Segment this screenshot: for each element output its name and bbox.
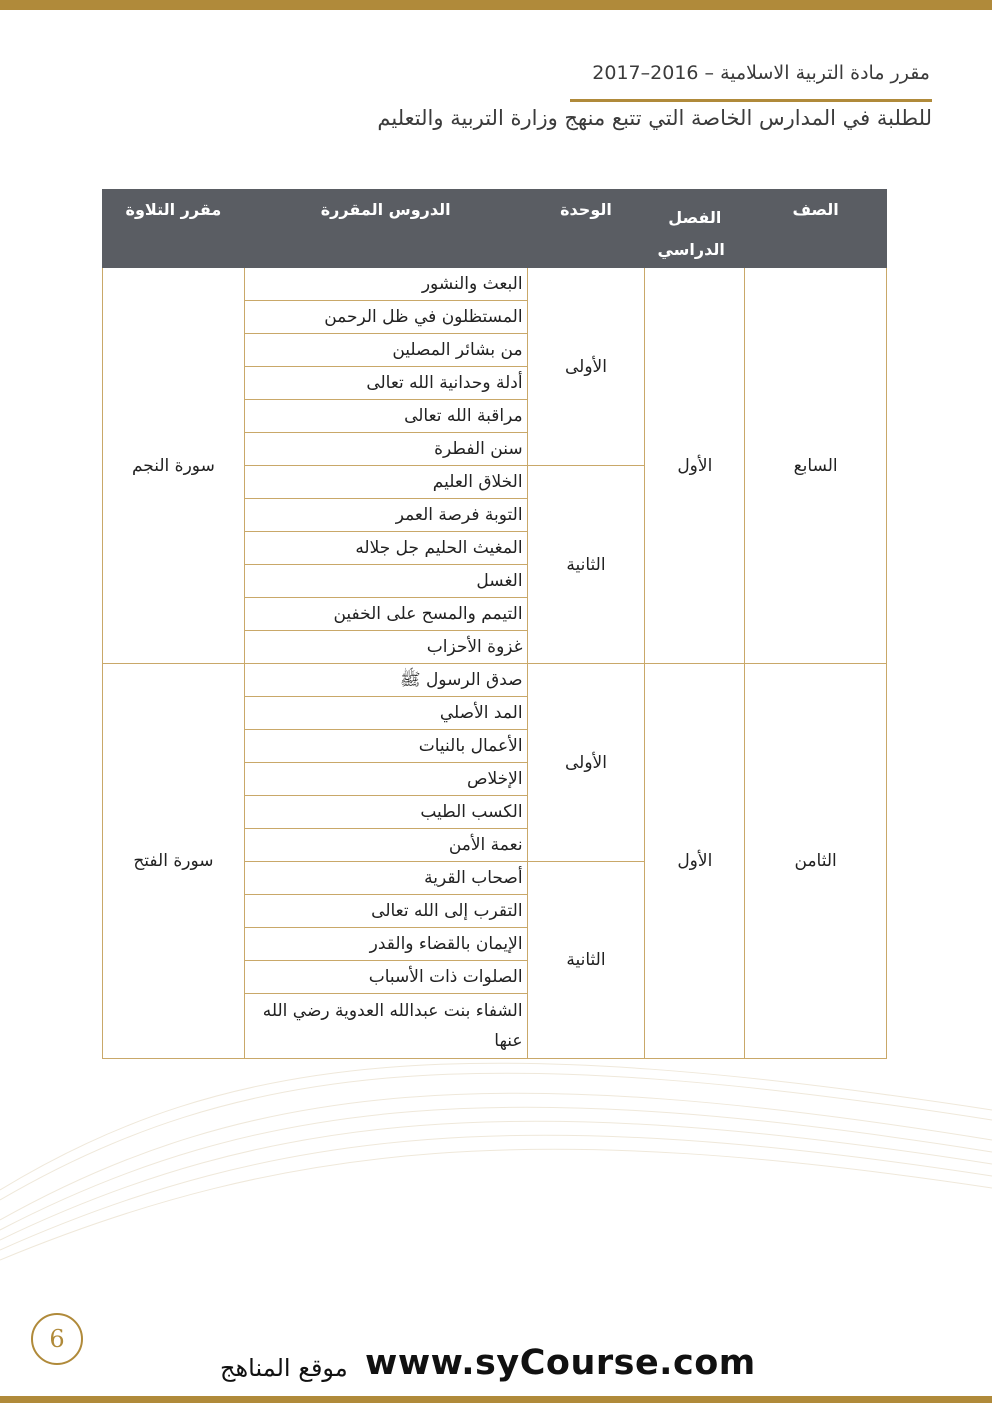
header-lessons: الدروس المقررة xyxy=(244,190,527,268)
lesson-cell: الإيمان بالقضاء والقدر xyxy=(244,928,527,961)
unit-cell: الأولى xyxy=(527,268,645,466)
unit-cell: الثانية xyxy=(527,862,645,1059)
site-url-link[interactable]: www.syCourse.com xyxy=(365,1343,756,1383)
top-border-band xyxy=(0,0,992,10)
table-row xyxy=(103,664,887,697)
lesson-cell: أصحاب القرية xyxy=(244,862,527,895)
lesson-cell: مراقبة الله تعالى xyxy=(244,400,527,433)
header-recitation: مقرر التلاوة xyxy=(103,190,245,268)
unit-cell: الثانية xyxy=(527,466,645,664)
unit-cell: الأولى xyxy=(527,664,645,862)
header-term-label: الفصل الدراسي xyxy=(657,208,725,259)
curriculum-table xyxy=(102,189,887,1059)
grade-cell: السابع xyxy=(745,268,887,664)
lesson-cell: الإخلاص xyxy=(244,763,527,796)
course-title: مقرر مادة التربية الاسلامية – 2016–2017 xyxy=(592,62,930,84)
lesson-cell: المستظلون في ظل الرحمن xyxy=(244,301,527,334)
term-cell: الأول xyxy=(645,664,745,1059)
lesson-cell: التقرب إلى الله تعالى xyxy=(244,895,527,928)
lesson-cell: البعث والنشور xyxy=(244,268,527,301)
lesson-cell: غزوة الأحزاب xyxy=(244,631,527,664)
lesson-cell: نعمة الأمن xyxy=(244,829,527,862)
bottom-border-band xyxy=(0,1396,992,1403)
recitation-cell: سورة الفتح xyxy=(103,664,245,1059)
lesson-cell: الصلوات ذات الأسباب xyxy=(244,961,527,994)
lesson-cell: صدق الرسول ﷺ xyxy=(244,664,527,697)
page-number: 6 xyxy=(31,1313,83,1365)
course-subtitle: للطلبة في المدارس الخاصة التي تتبع منهج وزارة التربية والتعليم xyxy=(377,106,932,130)
header-unit: الوحدة xyxy=(527,190,645,268)
lesson-cell: المغيث الحليم جل جلاله xyxy=(244,532,527,565)
lesson-cell: أدلة وحدانية الله تعالى xyxy=(244,367,527,400)
lesson-cell: المد الأصلي xyxy=(244,697,527,730)
lesson-cell: الخلاق العليم xyxy=(244,466,527,499)
table-row xyxy=(103,268,887,301)
header-term xyxy=(645,190,745,268)
recitation-cell: سورة النجم xyxy=(103,268,245,664)
document-header xyxy=(372,62,932,84)
lesson-cell: التيمم والمسح على الخفين xyxy=(244,598,527,631)
header-rule xyxy=(570,99,932,102)
lesson-cell: الأعمال بالنيات xyxy=(244,730,527,763)
header-grade: الصف xyxy=(745,190,887,268)
decorative-swirl-background xyxy=(0,1020,992,1280)
grade-cell: الثامن xyxy=(745,664,887,1059)
site-name: موقع المناهج xyxy=(220,1354,348,1382)
lesson-cell: الغسل xyxy=(244,565,527,598)
lesson-cell: الشفاء بنت عبدالله العدوية رضي الله عنها xyxy=(244,994,527,1059)
table-header-row xyxy=(103,190,887,268)
lesson-cell: التوبة فرصة العمر xyxy=(244,499,527,532)
lesson-cell: الكسب الطيب xyxy=(244,796,527,829)
lesson-cell: من بشائر المصلين xyxy=(244,334,527,367)
term-cell: الأول xyxy=(645,268,745,664)
lesson-cell: سنن الفطرة xyxy=(244,433,527,466)
